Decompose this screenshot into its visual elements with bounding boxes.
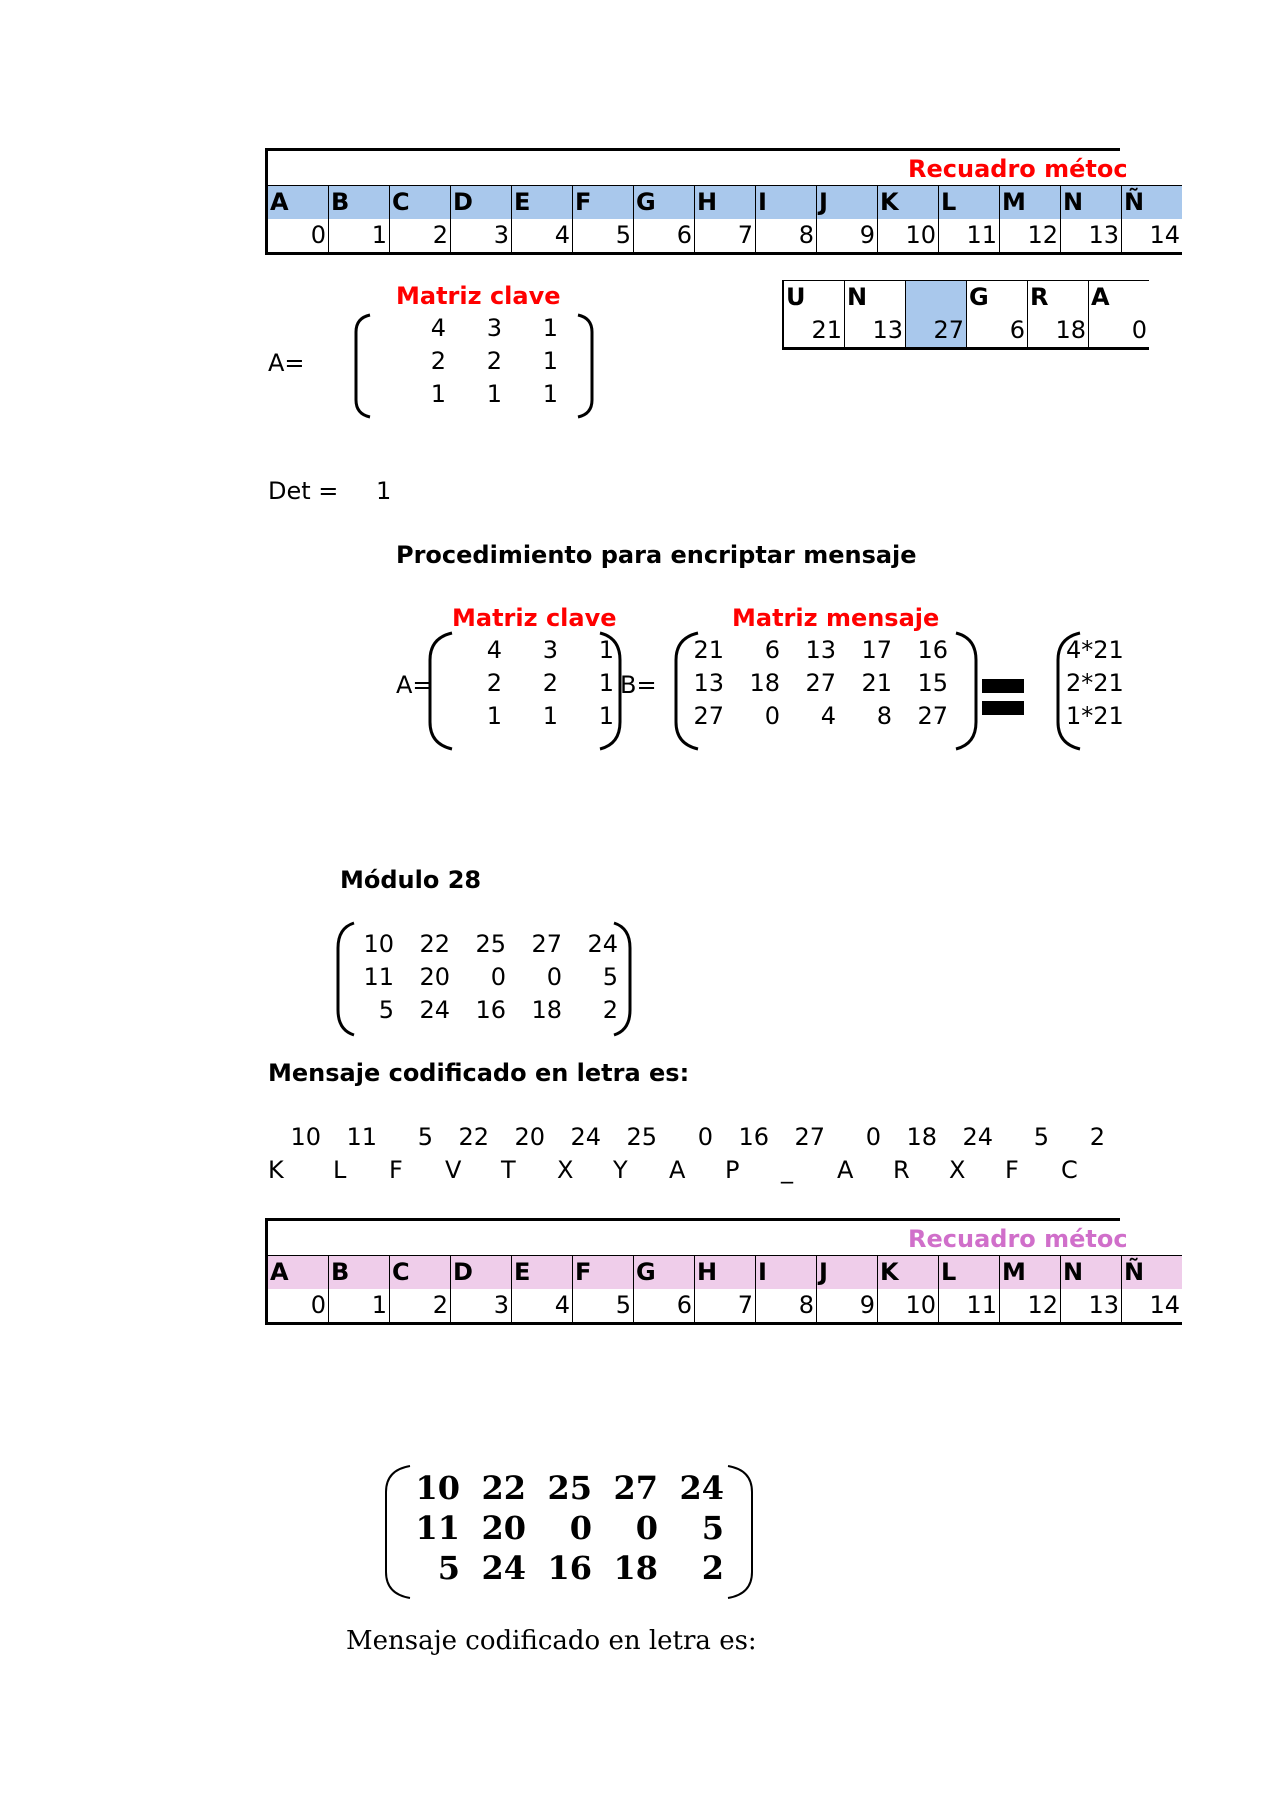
modulo-matrix-cell: 5 <box>378 996 394 1024</box>
modulo-matrix-cell: 24 <box>419 996 450 1024</box>
alphabet-letter-cell: F <box>573 1256 634 1290</box>
alphabet-number-cell: 4 <box>512 1289 573 1324</box>
alphabet-grid-2 <box>265 1255 1182 1325</box>
key-matrix-title: Matriz clave <box>396 282 561 310</box>
determinant-label: Det = <box>268 477 339 505</box>
embedded-matrix-cell: 24 <box>481 1549 526 1587</box>
procedure-result-cell: 1*21 <box>1066 702 1124 730</box>
embedded-matrix-cell: 11 <box>415 1509 460 1547</box>
alphabet-table-2-title-bar <box>265 1218 1128 1255</box>
modulo-matrix-cell: 2 <box>602 996 618 1024</box>
modulo-matrix-cell: 10 <box>363 930 394 958</box>
encoded-number: 5 <box>417 1123 433 1151</box>
encoded-letter: K <box>268 1156 284 1184</box>
embedded-matrix-cell: 10 <box>415 1469 460 1507</box>
procedure-message-title: Matriz mensaje <box>732 604 940 632</box>
alphabet-letter-cell: C <box>390 1256 451 1290</box>
message-letter-table <box>782 280 1147 350</box>
message-number-cell: 18 <box>1028 314 1089 349</box>
alphabet-letter-cell: B <box>329 186 390 220</box>
encoded-letter: A <box>669 1156 686 1184</box>
procedure-key-cell: 1 <box>542 702 558 730</box>
encoded-letter: C <box>1061 1156 1078 1184</box>
procedure-result-cell: 4*21 <box>1066 636 1124 664</box>
embedded-matrix-cell: 5 <box>437 1549 460 1587</box>
key-matrix-cell: 1 <box>542 347 558 375</box>
alphabet-number-cell: 6 <box>634 1289 695 1324</box>
embedded-matrix-cell: 0 <box>569 1509 592 1547</box>
alphabet-number-cell: 1 <box>329 1289 390 1324</box>
procedure-message-cell: 4 <box>820 702 836 730</box>
modulo-matrix <box>338 928 618 1027</box>
encoded-number: 18 <box>906 1123 937 1151</box>
procedure-message-cell: 6 <box>764 636 780 664</box>
procedure-message-cell: 17 <box>861 636 892 664</box>
alphabet-letter-cell: N <box>1061 186 1122 220</box>
alphabet-number-cell: 2 <box>390 1289 451 1324</box>
encoded-letter: _ <box>781 1156 793 1184</box>
modulo-matrix-cell: 0 <box>490 963 506 991</box>
alphabet-number-cell: 7 <box>695 1289 756 1324</box>
encoded-letter: F <box>1005 1156 1019 1184</box>
alphabet-number-cell: 8 <box>756 219 817 254</box>
key-matrix-cell: 1 <box>542 380 558 408</box>
embedded-matrix-cell: 20 <box>481 1509 526 1547</box>
encoded-number: 0 <box>697 1123 713 1151</box>
key-matrix-cell: 4 <box>430 314 446 342</box>
alphabet-number-cell: 7 <box>695 219 756 254</box>
alphabet-letter-cell: K <box>878 1256 939 1290</box>
alphabet-letter-cell: M <box>1000 186 1061 220</box>
embedded-matrix-cell: 5 <box>701 1509 724 1547</box>
embedded-matrix-values <box>406 1468 724 1588</box>
encoded-letter: Y <box>613 1156 628 1184</box>
alphabet-letter-cell: M <box>1000 1256 1061 1290</box>
alphabet-number-cell: 10 <box>878 1289 939 1324</box>
encoded-number: 25 <box>626 1123 657 1151</box>
equals-sign-icon <box>982 679 1024 715</box>
alphabet-number-cell: 6 <box>634 219 695 254</box>
procedure-message-cell: 8 <box>876 702 892 730</box>
procedure-message-cell: 27 <box>693 702 724 730</box>
alphabet-letter-cell: K <box>878 186 939 220</box>
alphabet-number-cell: 11 <box>939 1289 1000 1324</box>
key-matrix-cell: 3 <box>486 314 502 342</box>
alphabet-letter-cell: H <box>695 186 756 220</box>
encoded-letter: R <box>893 1156 910 1184</box>
embedded-matrix-image <box>346 1462 824 1662</box>
procedure-result-matrix <box>1054 630 1124 752</box>
alphabet-letter-cell: L <box>939 1256 1000 1290</box>
procedure-message-cell: 0 <box>764 702 780 730</box>
alphabet-letter-cell: C <box>390 186 451 220</box>
alphabet-number-cell: 13 <box>1061 219 1122 254</box>
procedure-key-cell: 2 <box>542 669 558 697</box>
alphabet-number-cell: 13 <box>1061 1289 1122 1324</box>
alphabet-number-cell: 4 <box>512 219 573 254</box>
message-letter-cell: R <box>1028 281 1089 315</box>
procedure-result-cell: 2*21 <box>1066 669 1124 697</box>
embedded-matrix-cell: 22 <box>481 1469 526 1507</box>
alphabet-number-cell: 5 <box>573 1289 634 1324</box>
alphabet-number-cell: 14 <box>1122 219 1183 254</box>
alphabet-number-cell: 2 <box>390 219 451 254</box>
key-matrix <box>390 312 558 411</box>
encoded-number: 5 <box>1033 1123 1049 1151</box>
encoded-letter: F <box>389 1156 403 1184</box>
key-matrix-cell: 1 <box>486 380 502 408</box>
alphabet-letter-cell: B <box>329 1256 390 1290</box>
alphabet-table-2 <box>265 1218 1180 1322</box>
message-number-cell: 21 <box>783 314 845 349</box>
encoded-number: 11 <box>346 1123 377 1151</box>
determinant-value: 1 <box>376 477 392 505</box>
encoded-number: 20 <box>514 1123 545 1151</box>
procedure-message-matrix <box>690 634 948 733</box>
message-number-cell: 0 <box>1089 314 1150 349</box>
embedded-matrix-cell: 0 <box>635 1509 658 1547</box>
modulo-matrix-cell: 16 <box>475 996 506 1024</box>
modulo-matrix-cell: 22 <box>419 930 450 958</box>
alphabet-table-title-bar <box>265 148 1128 185</box>
message-letter-cell <box>906 281 967 315</box>
alphabet-letter-cell: I <box>756 1256 817 1290</box>
modulo-matrix-cell: 25 <box>475 930 506 958</box>
alphabet-number-cell: 5 <box>573 219 634 254</box>
alphabet-number-cell: 12 <box>1000 1289 1061 1324</box>
embedded-matrix-cell: 25 <box>547 1469 592 1507</box>
modulo-matrix-cell: 24 <box>587 930 618 958</box>
modulo-matrix-cell: 11 <box>363 963 394 991</box>
encoded-letter: T <box>501 1156 516 1184</box>
message-letter-cell: G <box>967 281 1028 315</box>
procedure-key-cell: 4 <box>486 636 502 664</box>
procedure-key-cell: 3 <box>542 636 558 664</box>
alphabet-letter-cell: J <box>817 186 878 220</box>
procedure-message-cell: 13 <box>805 636 836 664</box>
alphabet-letter-cell: Ñ <box>1122 186 1183 220</box>
modulo-matrix-cell: 27 <box>531 930 562 958</box>
encoded-number: 10 <box>290 1123 321 1151</box>
procedure-key-cell: 1 <box>598 636 614 664</box>
modulo-matrix-cell: 18 <box>531 996 562 1024</box>
encoded-number: 24 <box>962 1123 993 1151</box>
alphabet-number-cell: 10 <box>878 219 939 254</box>
alphabet-table-2-title: Recuadro métoc <box>908 1225 1128 1253</box>
alphabet-grid <box>265 185 1182 255</box>
alphabet-letter-cell: G <box>634 1256 695 1290</box>
alphabet-table-1 <box>265 148 1180 252</box>
encoded-number: 24 <box>570 1123 601 1151</box>
alphabet-number-cell: 3 <box>451 1289 512 1324</box>
alphabet-number-cell: 14 <box>1122 1289 1183 1324</box>
procedure-message-cell: 21 <box>693 636 724 664</box>
alphabet-letter-cell: L <box>939 186 1000 220</box>
procedure-message-cell: 15 <box>917 669 948 697</box>
procedure-key-cell: 1 <box>486 702 502 730</box>
embedded-matrix-cell: 16 <box>547 1549 592 1587</box>
alphabet-letter-cell: F <box>573 186 634 220</box>
key-matrix-label: A= <box>268 349 305 377</box>
encoded-letter: X <box>557 1156 574 1184</box>
alphabet-number-cell: 8 <box>756 1289 817 1324</box>
procedure-key-label: A= <box>396 671 433 699</box>
message-number-cell: 6 <box>967 314 1028 349</box>
key-matrix-cell: 1 <box>430 380 446 408</box>
encoded-letter: P <box>725 1156 740 1184</box>
encoded-number: 0 <box>865 1123 881 1151</box>
message-number-cell: 13 <box>845 314 906 349</box>
procedure-message-cell: 27 <box>917 702 948 730</box>
procedure-key-cell: 1 <box>598 669 614 697</box>
embedded-matrix-cell: 2 <box>701 1549 724 1587</box>
message-letter-cell: A <box>1089 281 1150 315</box>
alphabet-number-cell: 3 <box>451 219 512 254</box>
alphabet-letter-cell: D <box>451 186 512 220</box>
alphabet-letter-cell: J <box>817 1256 878 1290</box>
encoded-values <box>265 1121 1120 1191</box>
alphabet-letter-cell: A <box>267 186 329 220</box>
procedure-key-cell: 1 <box>598 702 614 730</box>
alphabet-table-title: Recuadro métoc <box>908 155 1128 183</box>
encoded-heading: Mensaje codificado en letra es: <box>268 1059 690 1087</box>
modulo-heading: Módulo 28 <box>340 866 482 894</box>
encoded-number: 16 <box>738 1123 769 1151</box>
alphabet-number-cell: 0 <box>267 1289 329 1324</box>
encoded-number: 27 <box>794 1123 825 1151</box>
key-matrix-cell: 2 <box>486 347 502 375</box>
encoded-letter: V <box>445 1156 462 1184</box>
alphabet-letter-cell: G <box>634 186 695 220</box>
encoded-letter: X <box>949 1156 966 1184</box>
message-number-cell: 27 <box>906 314 967 349</box>
procedure-message-cell: 21 <box>861 669 892 697</box>
alphabet-letter-cell: N <box>1061 1256 1122 1290</box>
procedure-key-matrix <box>446 634 614 733</box>
alphabet-letter-cell: D <box>451 1256 512 1290</box>
encoded-letter: A <box>837 1156 854 1184</box>
key-matrix-cell: 1 <box>542 314 558 342</box>
alphabet-letter-cell: A <box>267 1256 329 1290</box>
embedded-matrix-cell: 24 <box>679 1469 724 1507</box>
alphabet-letter-cell: Ñ <box>1122 1256 1183 1290</box>
embedded-matrix-cell: 27 <box>613 1469 658 1507</box>
procedure-message-cell: 27 <box>805 669 836 697</box>
alphabet-letter-cell: E <box>512 186 573 220</box>
alphabet-number-cell: 1 <box>329 219 390 254</box>
procedure-key-title: Matriz clave <box>452 604 617 632</box>
alphabet-number-cell: 9 <box>817 219 878 254</box>
modulo-matrix-cell: 0 <box>546 963 562 991</box>
alphabet-number-cell: 12 <box>1000 219 1061 254</box>
procedure-message-cell: 18 <box>749 669 780 697</box>
procedure-heading: Procedimiento para encriptar mensaje <box>396 541 917 569</box>
modulo-matrix-cell: 5 <box>602 963 618 991</box>
encoded-number: 22 <box>458 1123 489 1151</box>
modulo-matrix-cell: 20 <box>419 963 450 991</box>
alphabet-number-cell: 11 <box>939 219 1000 254</box>
alphabet-number-cell: 9 <box>817 1289 878 1324</box>
procedure-message-label: B= <box>620 671 657 699</box>
encoded-letter: L <box>333 1156 347 1184</box>
message-letter-cell: U <box>783 281 845 315</box>
embedded-matrix-cell: 18 <box>613 1549 658 1587</box>
procedure-message-cell: 13 <box>693 669 724 697</box>
alphabet-letter-cell: I <box>756 186 817 220</box>
alphabet-letter-cell: H <box>695 1256 756 1290</box>
alphabet-number-cell: 0 <box>267 219 329 254</box>
key-matrix-cell: 2 <box>430 347 446 375</box>
procedure-message-cell: 16 <box>917 636 948 664</box>
encoded-number: 2 <box>1089 1123 1105 1151</box>
procedure-key-cell: 2 <box>486 669 502 697</box>
embedded-caption: Mensaje codificado en letra es: <box>346 1626 757 1656</box>
message-letter-cell: N <box>845 281 906 315</box>
alphabet-letter-cell: E <box>512 1256 573 1290</box>
